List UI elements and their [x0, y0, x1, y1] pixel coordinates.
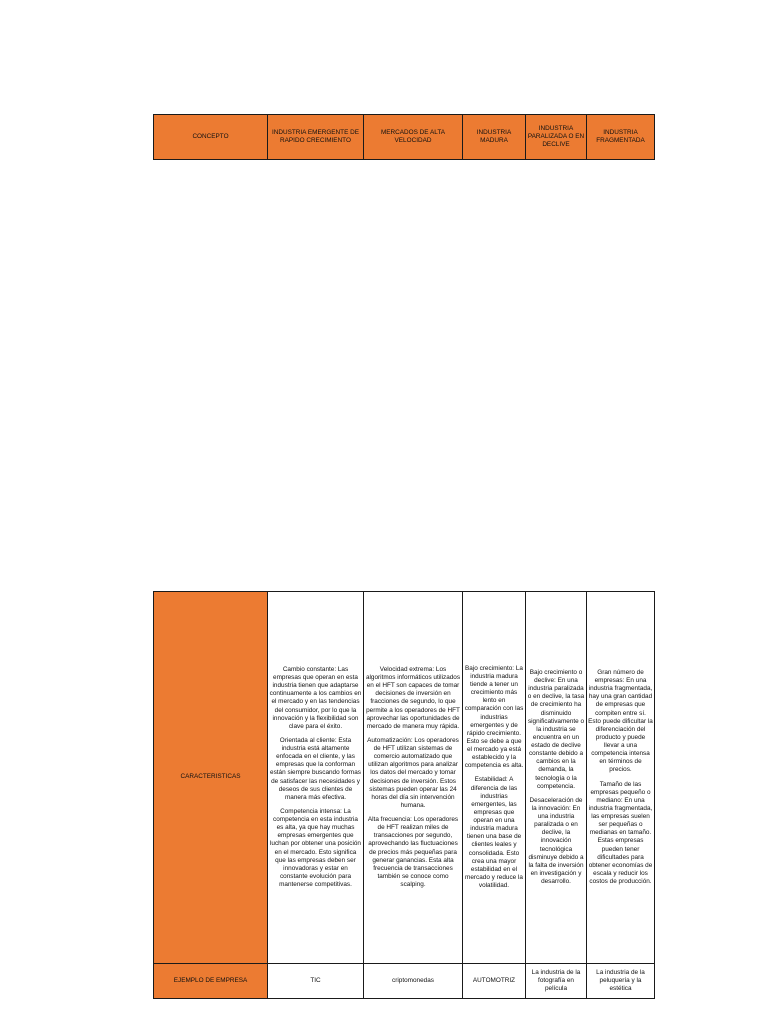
paragraph: Velocidad extrema: Los algoritmos informáticos utilizados en el HFT son capaces de tomar decisiones de inversión en fracciones de segundo, lo que permite a los operadores de HFT aprovechar las oportunidades de mercado de manera muy rápida. — [365, 665, 461, 730]
table-row-caracteristicas — [154, 592, 655, 964]
paragraph: Automatización: Los operadores de HFT utilizan sistemas de comercio automatizado que utilizan algoritmos para analizar los datos del mercado y tomar decisiones de inversión. Estos sistemas pueden operar las 24 horas del día sin intervención humana. — [367, 736, 459, 809]
paragraph: Tamaño de las empresas pequeño o mediano: En una industria fragmentada, las empresas suelen ser pequeñas o medianas en tamaño. Estas empresas pueden tener dificultades para obtener economías de escala y reducir los costos de producción. — [588, 780, 653, 885]
concept-header-table — [153, 114, 655, 160]
cell-fragmentada-caracteristicas — [587, 592, 655, 964]
cell-madura-caracteristicas — [463, 592, 526, 964]
paragraph: Desaceleración de la innovación: En una industria paralizada o en declive, la innovación tecnológica disminuye debido a la falta de inversión en investigación y desarrollo. — [528, 796, 584, 885]
characteristics-table — [153, 591, 655, 999]
header-industria-fragmentada: INDUSTRIA FRAGMENTADA — [587, 115, 655, 160]
cell-fragmentada-ejemplo: La industria de la peluquería y la estética — [587, 964, 655, 999]
header-mercados-alta-velocidad: MERCADOS DE ALTA VELOCIDAD — [364, 115, 463, 160]
paragraph: Gran número de empresas: En una industria fragmentada, hay una gran cantidad de empresas que compiten entre sí. Esto puede dificultar la diferenciación del producto y puede llevar a una competencia intensa en términos de precios. — [588, 668, 653, 774]
row-label-caracteristicas: CARACTERISTICAS — [154, 592, 268, 964]
paragraph: Bajo crecimiento: La industria madura tiende a tener un crecimiento más lento en comparación con las industrias emergentes y de rápido crecimiento. Esto se debe a que el mercado ya está establecido y la competencia es alta. — [464, 664, 524, 770]
header-industria-madura: INDUSTRIA MADURA — [463, 115, 526, 160]
cell-emergente-ejemplo: TIC — [268, 964, 364, 999]
header-industria-paralizada: INDUSTRIA PARALIZADA O EN DECLIVE — [526, 115, 587, 160]
paragraph: Competencia intensa: La competencia en esta industria es alta, ya que hay muchas empresas emergentes que luchan por obtener una posición en el mercado. Esto significa que las empresas deben ser innovadoras y estar en constante evolución para mantenerse competitivas. — [270, 807, 361, 888]
paragraph: Estabilidad: A diferencia de las industrias emergentes, las empresas que operan en una industria madura tienen una base de clientes leales y consolidada. Esto crea una mayor estabilidad en el mercado y reduce la volatilidad. — [465, 776, 523, 890]
cell-alta-velocidad-ejemplo: criptomonedas — [364, 964, 463, 999]
cell-alta-velocidad-caracteristicas — [364, 592, 463, 964]
paragraph: Orientada al cliente: Esta industria está altamente enfocada en el cliente, y las empresas que la conforman están siempre buscando formas de satisfacer las necesidades y deseos de sus clientes de manera más efectiva. — [270, 736, 361, 801]
cell-paralizada-ejemplo: La industria de la fotografía en película — [526, 964, 587, 999]
cell-paralizada-caracteristicas — [526, 592, 587, 964]
cell-madura-ejemplo: AUTOMOTRIZ — [463, 964, 526, 999]
row-label-ejemplo: EJEMPLO DE EMPRESA — [154, 964, 268, 999]
table-row-ejemplo — [154, 964, 655, 999]
cell-emergente-caracteristicas — [268, 592, 364, 964]
paragraph: Cambio constante: Las empresas que operan en esta industria tienen que adaptarse continuamente a los cambios en el mercado y en las tendencias del consumidor, por lo que la innovación y la flexibilidad son clave para el éxito. — [269, 665, 362, 730]
header-industria-emergente: INDUSTRIA EMERGENTE DE RAPIDO CRECIMIENTO — [268, 115, 364, 160]
paragraph: Alta frecuencia: Los operadores de HFT realizan miles de transacciones por segundo, aprovechando las fluctuaciones de precios más pequeñas para generar ganancias. Esta alta frecuencia de transacciones también se conoce como scalping. — [367, 816, 459, 888]
paragraph: Bajo crecimiento o declive: En una industria paralizada o en declive, la tasa de crecimiento ha disminuido significativamente o la industria se encuentra en un estado de declive constante debido a cambios en la demanda, la tecnología o la competencia. — [527, 668, 585, 790]
header-concepto: CONCEPTO — [154, 115, 268, 160]
